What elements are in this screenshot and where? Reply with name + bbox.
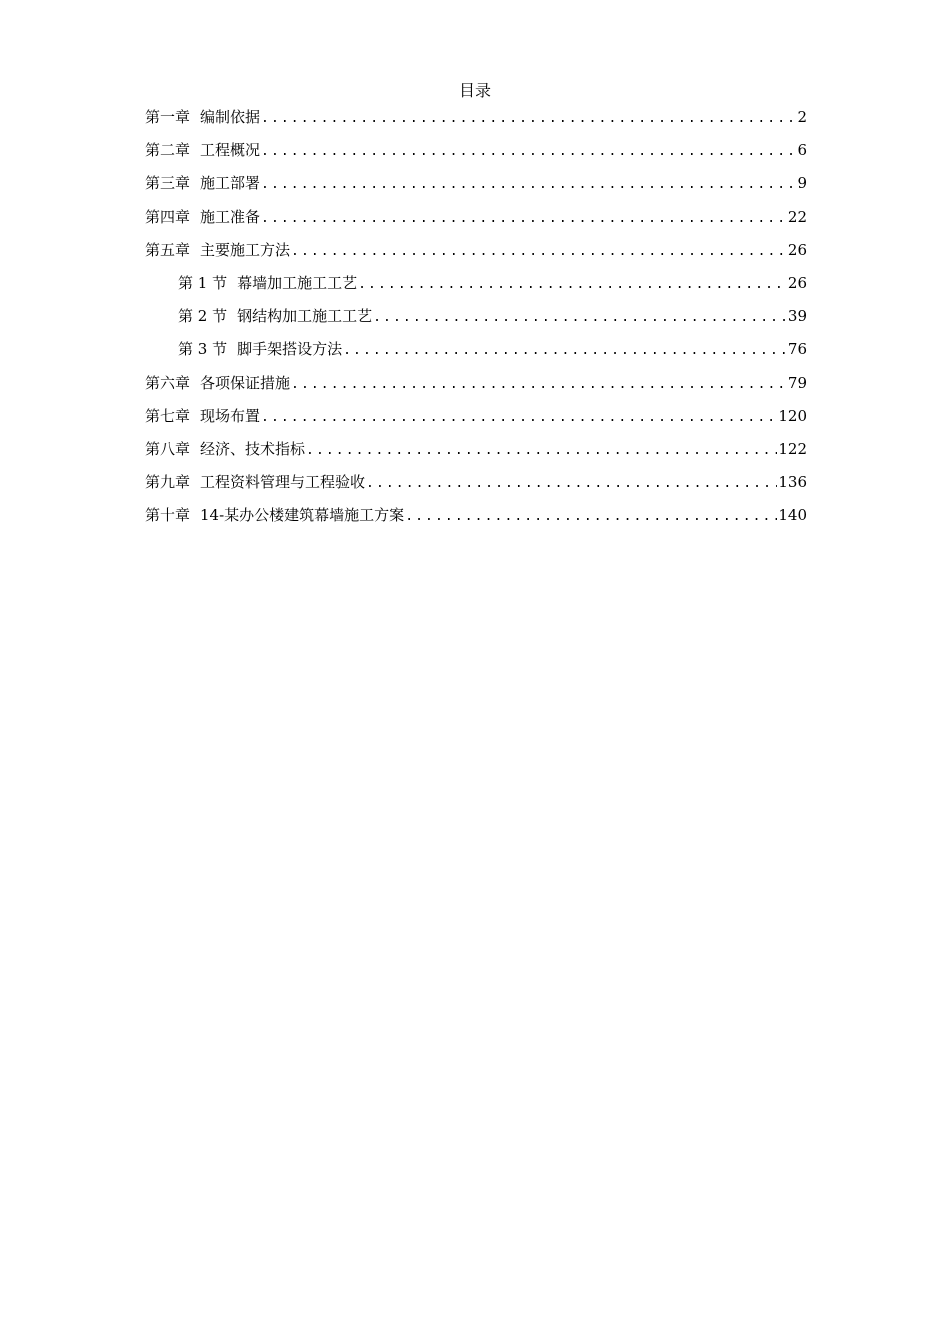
toc-dot-leader bbox=[343, 340, 787, 362]
toc-entry-page: 22 bbox=[787, 207, 807, 226]
toc-entry[interactable] bbox=[145, 106, 807, 139]
toc-entry-page: 6 bbox=[797, 141, 807, 160]
toc-entry-number: 第 2 节 bbox=[178, 307, 228, 326]
toc-entry-page: 136 bbox=[778, 473, 807, 492]
toc-entry[interactable] bbox=[145, 172, 807, 205]
toc-dot-leader bbox=[306, 440, 777, 462]
toc-subentry[interactable] bbox=[145, 305, 807, 338]
toc-dot-leader bbox=[261, 407, 777, 429]
toc-subentry[interactable] bbox=[145, 338, 807, 371]
toc-entry-number: 第八章 bbox=[145, 439, 191, 458]
toc-entry-title: 脚手架搭设方法 bbox=[237, 340, 343, 359]
toc-entry-page: 26 bbox=[787, 240, 807, 259]
toc-entry-title: 工程概况 bbox=[200, 141, 261, 160]
toc-dot-leader bbox=[261, 141, 796, 163]
toc-entry-page: 79 bbox=[787, 373, 807, 392]
toc-entry-number: 第十章 bbox=[145, 506, 191, 525]
toc-entry[interactable] bbox=[145, 504, 807, 537]
toc-dot-leader bbox=[261, 174, 796, 196]
toc-entry-title: 主要施工方法 bbox=[200, 240, 291, 259]
toc-subentry[interactable] bbox=[145, 272, 807, 305]
toc-entry-title: 经济、技术指标 bbox=[200, 439, 306, 458]
table-of-contents bbox=[145, 106, 807, 537]
toc-entry-title: 钢结构加工施工工艺 bbox=[237, 307, 373, 326]
toc-dot-leader bbox=[405, 506, 777, 528]
toc-entry-title: 工程资料管理与工程验收 bbox=[200, 473, 366, 492]
toc-entry-number: 第六章 bbox=[145, 373, 191, 392]
toc-dot-leader bbox=[373, 307, 787, 329]
toc-entry[interactable] bbox=[145, 239, 807, 272]
toc-entry-title: 施工部署 bbox=[200, 174, 261, 193]
toc-entry-page: 39 bbox=[787, 307, 807, 326]
toc-entry-title: 施工准备 bbox=[200, 207, 261, 226]
toc-dot-leader bbox=[261, 208, 787, 230]
toc-entry-title: 14-某办公楼建筑幕墙施工方案 bbox=[200, 506, 405, 525]
toc-dot-leader bbox=[291, 241, 787, 263]
toc-entry-page: 76 bbox=[787, 340, 807, 359]
toc-dot-leader bbox=[366, 473, 777, 495]
toc-entry-page: 26 bbox=[787, 273, 807, 292]
toc-entry-title: 编制依据 bbox=[200, 108, 261, 126]
toc-entry[interactable] bbox=[145, 139, 807, 172]
toc-entry[interactable] bbox=[145, 438, 807, 471]
toc-entry-number: 第 3 节 bbox=[178, 340, 228, 359]
toc-dot-leader bbox=[261, 108, 796, 130]
toc-dot-leader bbox=[291, 374, 787, 396]
toc-dot-leader bbox=[358, 274, 787, 296]
toc-entry-title: 幕墙加工施工工艺 bbox=[237, 273, 358, 292]
toc-entry[interactable] bbox=[145, 405, 807, 438]
toc-entry-title: 现场布置 bbox=[200, 406, 261, 425]
toc-entry-number: 第 1 节 bbox=[178, 273, 228, 292]
toc-entry[interactable] bbox=[145, 206, 807, 239]
toc-entry-title: 各项保证措施 bbox=[200, 373, 291, 392]
toc-entry-number: 第九章 bbox=[145, 473, 191, 492]
toc-entry-number: 第一章 bbox=[145, 108, 191, 126]
toc-entry-page: 9 bbox=[797, 174, 807, 193]
toc-entry-number: 第七章 bbox=[145, 406, 191, 425]
toc-entry-number: 第五章 bbox=[145, 240, 191, 259]
toc-entry-page: 2 bbox=[797, 108, 807, 126]
toc-entry-page: 120 bbox=[778, 406, 807, 425]
toc-entry-number: 第二章 bbox=[145, 141, 191, 160]
toc-entry-page: 140 bbox=[778, 506, 807, 525]
toc-entry-number: 第四章 bbox=[145, 207, 191, 226]
toc-entry[interactable] bbox=[145, 372, 807, 405]
toc-entry-number: 第三章 bbox=[145, 174, 191, 193]
toc-entry-page: 122 bbox=[778, 439, 807, 458]
toc-entry[interactable] bbox=[145, 471, 807, 504]
toc-title: 目录 bbox=[458, 81, 491, 100]
